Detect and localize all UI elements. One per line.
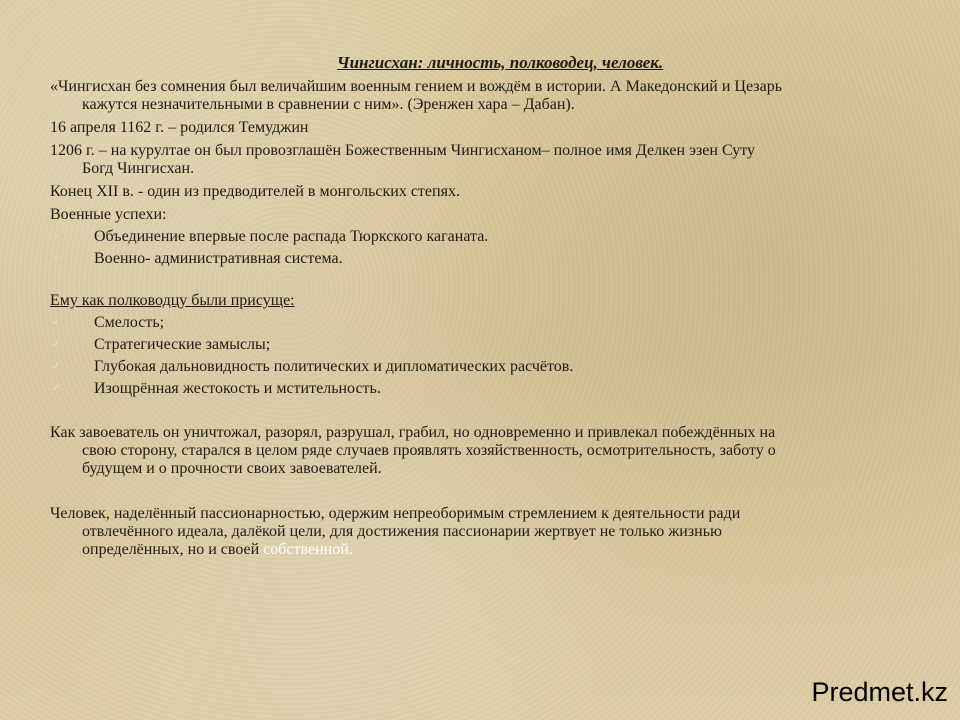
spacer — [50, 483, 920, 505]
kurultai-line-2: Богд Чингисхан. — [82, 160, 195, 177]
quality-item-1: Смелость; — [94, 314, 165, 331]
conqueror-paragraph — [50, 424, 920, 478]
birth-paragraph: 16 апреля 1162 г. – родился Темуджин — [50, 119, 309, 136]
quality-item-2: Стратегические замыслы; — [94, 336, 271, 353]
qualities-list — [50, 314, 920, 398]
bullet-icon: ✓ — [51, 317, 61, 328]
qualities-heading: Ему как полководцу были присуще: — [50, 292, 295, 309]
list-item — [50, 228, 920, 246]
watermark-logo: Predmet.kz — [811, 677, 948, 707]
spacer — [50, 272, 920, 292]
bullet-icon: ✓ — [51, 339, 61, 350]
human-line-1: Человек, наделённый пассионарностью, одержим непреоборимым стремлением к деятельности ради — [50, 505, 741, 522]
quote-line-2: кажутся незначительными в сравнении с ним». (Эренжен хара – Дабан). — [82, 96, 575, 113]
spacer — [50, 402, 920, 424]
list-item — [50, 336, 920, 354]
list-item — [50, 250, 920, 268]
quote-line-1: «Чингисхан без сомнения был величайшим военным гением и вождём в истории. А Македонский и Цезарь — [50, 78, 782, 95]
military-heading: Военные успехи: — [50, 206, 167, 223]
bullet-icon: ✓ — [51, 361, 61, 372]
list-item — [50, 358, 920, 376]
conqueror-line-2: свою сторону, старался в целом ряде случаев проявлять хозяйственность, осмотрительность, заботу о — [82, 442, 776, 459]
bullet-icon: ▫ — [54, 253, 58, 264]
conqueror-line-3: будущем и о прочности своих завоевателей. — [82, 460, 382, 477]
quality-item-3: Глубокая дальновидность политических и дипломатических расчётов. — [94, 358, 574, 375]
human-line-3-main: определённых, но и своей — [82, 541, 264, 558]
slide-content — [50, 54, 920, 564]
military-item-2: Военно- административная система. — [94, 250, 343, 267]
bullet-icon: ✓ — [51, 383, 61, 394]
slide-title: Чингисхан: личность, полководец, человек. — [336, 53, 664, 72]
human-line-2: отвлечённого идеала, далёкой цели, для достижения пассионарии жертвует не только жизнью — [82, 523, 722, 540]
quote-paragraph — [50, 78, 920, 114]
human-line-3 — [50, 541, 920, 559]
late-12th-century-paragraph: Конец XII в. - один из предводителей в монгольских степях. — [50, 183, 460, 200]
kurultai-line-1: 1206 г. – на курултае он был провозглашён Божественным Чингисханом– полное имя Делкен эзен Суту — [50, 142, 755, 159]
human-line-3-highlight: собственной. — [263, 541, 353, 558]
list-item — [50, 380, 920, 398]
military-list — [50, 228, 920, 268]
kurultai-paragraph — [50, 142, 920, 178]
quality-item-4: Изощрённая жестокость и мстительность. — [94, 380, 381, 397]
conqueror-line-1: Как завоеватель он уничтожал, разорял, разрушал, грабил, но одновременно и привлекал побеждённых на — [50, 424, 776, 441]
military-item-1: Объединение впервые после распада Тюркского каганата. — [94, 228, 489, 245]
bullet-icon: ▫ — [54, 231, 58, 242]
human-paragraph — [50, 505, 920, 559]
list-item — [50, 314, 920, 332]
